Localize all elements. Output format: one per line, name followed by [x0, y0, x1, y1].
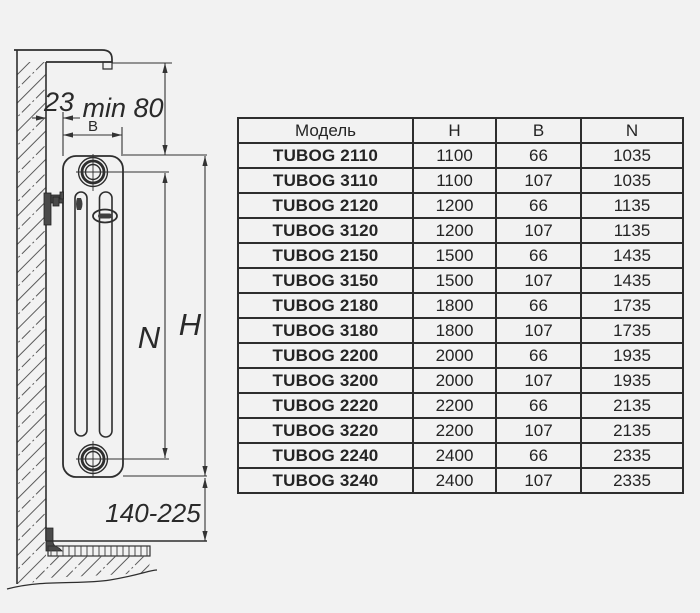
cell-model: TUBOG 3110 — [238, 168, 413, 193]
table-row — [238, 443, 683, 468]
table-row — [238, 343, 683, 368]
cell-n: 1135 — [581, 193, 683, 218]
cell-n: 1735 — [581, 293, 683, 318]
cell-n: 1435 — [581, 243, 683, 268]
table-row — [238, 393, 683, 418]
col-header-model: Модель — [238, 118, 413, 143]
cell-model: TUBOG 3220 — [238, 418, 413, 443]
cell-b: 66 — [496, 243, 581, 268]
wall — [17, 50, 46, 584]
cell-h: 2000 — [413, 368, 496, 393]
cell-h: 1100 — [413, 168, 496, 193]
table-header-row — [238, 118, 683, 143]
top-collector — [79, 154, 108, 191]
cell-h: 2000 — [413, 343, 496, 368]
table-row — [238, 143, 683, 168]
cell-h: 2200 — [413, 393, 496, 418]
table-row — [238, 468, 683, 493]
cell-h: 2400 — [413, 443, 496, 468]
col-header-b: B — [496, 118, 581, 143]
cell-h: 1200 — [413, 218, 496, 243]
cell-n: 1035 — [581, 143, 683, 168]
cell-b: 66 — [496, 343, 581, 368]
cell-model: TUBOG 2240 — [238, 443, 413, 468]
radiator-body — [63, 156, 123, 477]
cell-b: 66 — [496, 443, 581, 468]
axis-distance-label: N — [137, 320, 161, 355]
cell-n: 1935 — [581, 368, 683, 393]
cell-model: TUBOG 3120 — [238, 218, 413, 243]
cell-b: 107 — [496, 368, 581, 393]
cell-b: 107 — [496, 418, 581, 443]
cell-h: 2200 — [413, 418, 496, 443]
col-header-h: H — [413, 118, 496, 143]
cell-b: 107 — [496, 318, 581, 343]
radiator — [63, 154, 123, 477]
cell-model: TUBOG 2180 — [238, 293, 413, 318]
radiator-tube-front — [100, 192, 113, 437]
cell-model: TUBOG 2220 — [238, 393, 413, 418]
cell-h: 1500 — [413, 243, 496, 268]
cell-b: 107 — [496, 168, 581, 193]
dimension-depth — [63, 118, 122, 156]
depth-label: В — [87, 118, 99, 135]
cell-h: 1200 — [413, 193, 496, 218]
radiator-tube-back — [75, 192, 87, 436]
table-row — [238, 218, 683, 243]
cell-h: 1800 — [413, 318, 496, 343]
cell-n: 2335 — [581, 468, 683, 493]
cell-model: TUBOG 2120 — [238, 193, 413, 218]
floor-board — [48, 546, 150, 556]
dimension-min-top-clearance — [82, 63, 172, 155]
cell-h: 1100 — [413, 143, 496, 168]
cell-h: 1800 — [413, 293, 496, 318]
cell-n: 1035 — [581, 168, 683, 193]
cell-model: TUBOG 3240 — [238, 468, 413, 493]
table-row — [238, 268, 683, 293]
mounting-bracket-top — [44, 192, 64, 225]
cell-n: 1135 — [581, 218, 683, 243]
spec-table — [237, 117, 684, 494]
cell-b: 66 — [496, 143, 581, 168]
cell-n: 2135 — [581, 418, 683, 443]
floor-clearance-label: 140-225 — [105, 498, 201, 528]
cell-model: TUBOG 3200 — [238, 368, 413, 393]
height-label: H — [178, 307, 202, 342]
cell-model: TUBOG 2150 — [238, 243, 413, 268]
wall-clearance-label: 23 — [43, 87, 75, 117]
wall-hatching — [17, 62, 46, 584]
spec-table-body — [238, 143, 683, 493]
cell-n: 1435 — [581, 268, 683, 293]
table-row — [238, 368, 683, 393]
cell-n: 2335 — [581, 443, 683, 468]
cell-b: 66 — [496, 393, 581, 418]
table-row — [238, 168, 683, 193]
cell-b: 107 — [496, 268, 581, 293]
cell-h: 2400 — [413, 468, 496, 493]
brand-badge — [93, 210, 117, 223]
table-row — [238, 193, 683, 218]
table-row — [238, 318, 683, 343]
col-header-n: N — [581, 118, 683, 143]
cell-n: 1935 — [581, 343, 683, 368]
cell-b: 66 — [496, 293, 581, 318]
cell-b: 66 — [496, 193, 581, 218]
cell-n: 2135 — [581, 393, 683, 418]
cell-n: 1735 — [581, 318, 683, 343]
cell-model: TUBOG 3180 — [238, 318, 413, 343]
cell-model: TUBOG 2200 — [238, 343, 413, 368]
cell-model: TUBOG 3150 — [238, 268, 413, 293]
cell-model: TUBOG 2110 — [238, 143, 413, 168]
tube-clip — [76, 198, 83, 210]
cell-h: 1500 — [413, 268, 496, 293]
min-top-clearance-label: min 80 — [82, 93, 164, 123]
table-row — [238, 418, 683, 443]
table-row — [238, 243, 683, 268]
dimension-floor-clearance — [105, 478, 207, 541]
cell-b: 107 — [496, 468, 581, 493]
cell-b: 107 — [496, 218, 581, 243]
table-row — [238, 293, 683, 318]
